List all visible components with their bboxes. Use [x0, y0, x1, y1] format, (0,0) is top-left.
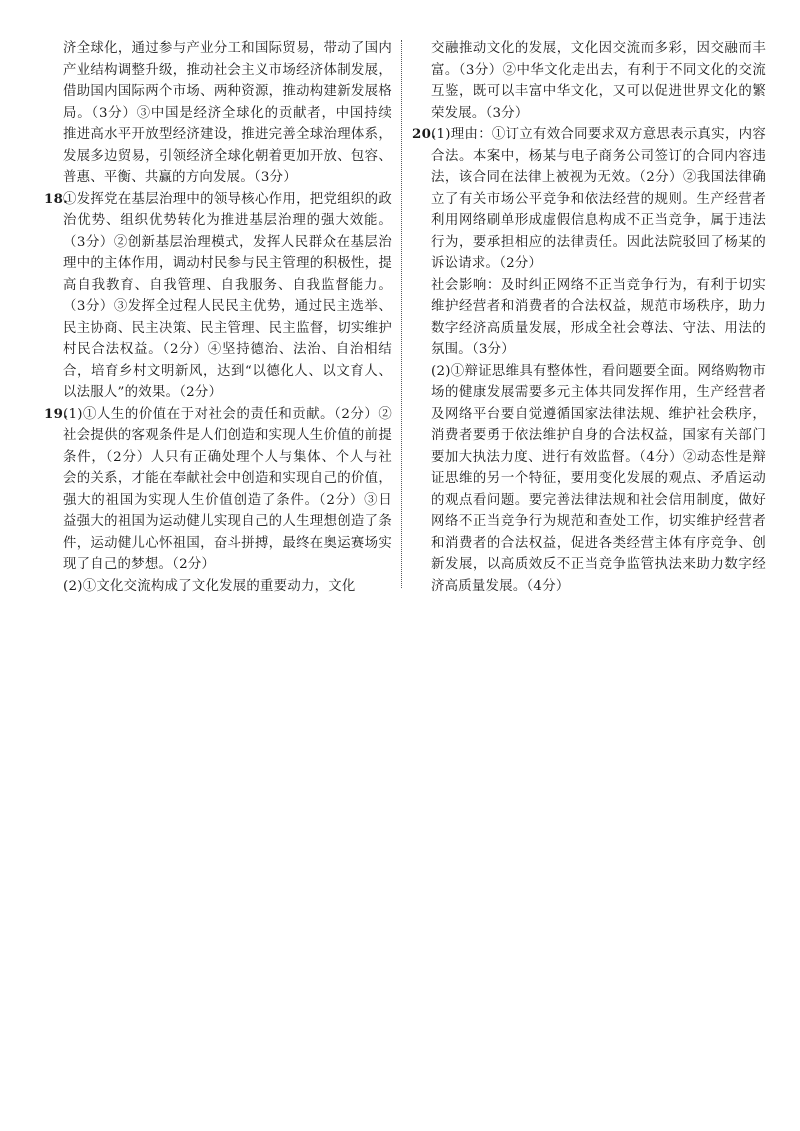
q20-part1-impact: 社会影响：及时纠正网络不正当竞争行为，有利于切实维护经营者和消费者的合法权益，规范市场秩序，助力数字经济高质量发展，形成全社会尊法、守法、用法的氛围。（3分） [431, 277, 766, 357]
left-column [44, 38, 392, 597]
q18-text: ①发挥党在基层治理中的领导核心作用，把党组织的政治优势、组织优势转化为推进基层治理的强大效能。（3分）②创新基层治理模式，发挥人民群众在基层治理中的主体作用，调动村民参与民主管理的积极性，提高自我教育、自我管理、自我服务、自我监督能力。（3分）③发挥全过程人民民主优势，通过民主选举、民主协商、民主决策、民主管理、民主监督，切实维护村民合法权益。（2分）④坚持德治、法治、自治相结合，培育乡村文明新风，达到“以德化人、以文育人、以法服人”的效果。（2分） [63, 191, 392, 400]
q20-number: 20. [412, 126, 437, 142]
q19-part1: (1)①人生的价值在于对社会的责任和贡献。（2分）②社会提供的客观条件是人们创造和实现人生价值的前提条件，（2分）人只有正确处理个人与集体、个人与社会的关系，才能在奉献社会中创造和实现自己的价值，强大的祖国为实现人生价值创造了条件。（2分）③日益强大的祖国为运动健儿实现自己的人生理想创造了条件，运动健儿心怀祖国，奋斗拼搏，最终在奥运赛场实现了自己的梦想。（2分） [63, 406, 392, 572]
q20-part1-reason: (1)理由：①订立有效合同要求双方意思表示真实，内容合法。本案中，杨某与电子商务公司签订的合同内容违法，该合同在法律上被视为无效。（2分）②我国法律确立了有关市场公平竞争和依法经营的规则。生产经营者利用网络刷单形成虚假信息构成不正当竞争，属于违法行为，要承担相应的法律责任。因此法院驳回了杨某的诉讼请求。（2分） [431, 127, 766, 271]
q18-answer [44, 189, 392, 404]
q19-answer [44, 404, 392, 598]
q20-answer [412, 124, 766, 597]
q17-answer-continuation: 济全球化，通过参与产业分工和国际贸易，带动了国内产业结构调整升级，推动社会主义市场经济体制发展，借助国内国际两个市场、两种资源，推动构建新发展格局。（3分）③中国是经济全球化的贡献者，中国持续推进高水平开放型经济建设，推进完善全球治理体系，发展多边贸易，引领经济全球化朝着更加开放、包容、普惠、平衡、共赢的方向发展。（3分） [63, 41, 392, 185]
column-divider [401, 40, 402, 588]
right-column [412, 38, 766, 597]
q19-part2-start: (2)①文化交流构成了文化发展的重要动力，文化 [63, 578, 356, 594]
q19-part2-continuation: 交融推动文化的发展，文化因交流而多彩，因交融而丰富。（3分）②中华文化走出去，有利于不同文化的交流互鉴，既可以丰富中华文化，又可以促进世界文化的繁荣发展。（3分） [431, 41, 766, 121]
q18-number: 18. [44, 190, 69, 207]
q19-number: 19. [44, 405, 69, 422]
q20-part2: (2)①辩证思维具有整体性，看问题要全面。网络购物市场的健康发展需要多元主体共同发挥作用，生产经营者及网络平台要自觉遵循国家法律法规、维护社会秩序，消费者要勇于依法维护自身的合法权益，国家有关部门要加大执法力度、进行有效监督。（4分）②动态性是辩证思维的另一个特征，要用变化发展的观点、矛盾运动的观点看问题。要完善法律法规和社会信用制度，做好网络不正当竞争行为规范和查处工作，切实维护经营者和消费者的合法权益，促进各类经营主体有序竞争、创新发展，以高质效反不正当竞争监管执法来助力数字经济高质量发展。（4分） [431, 363, 766, 594]
